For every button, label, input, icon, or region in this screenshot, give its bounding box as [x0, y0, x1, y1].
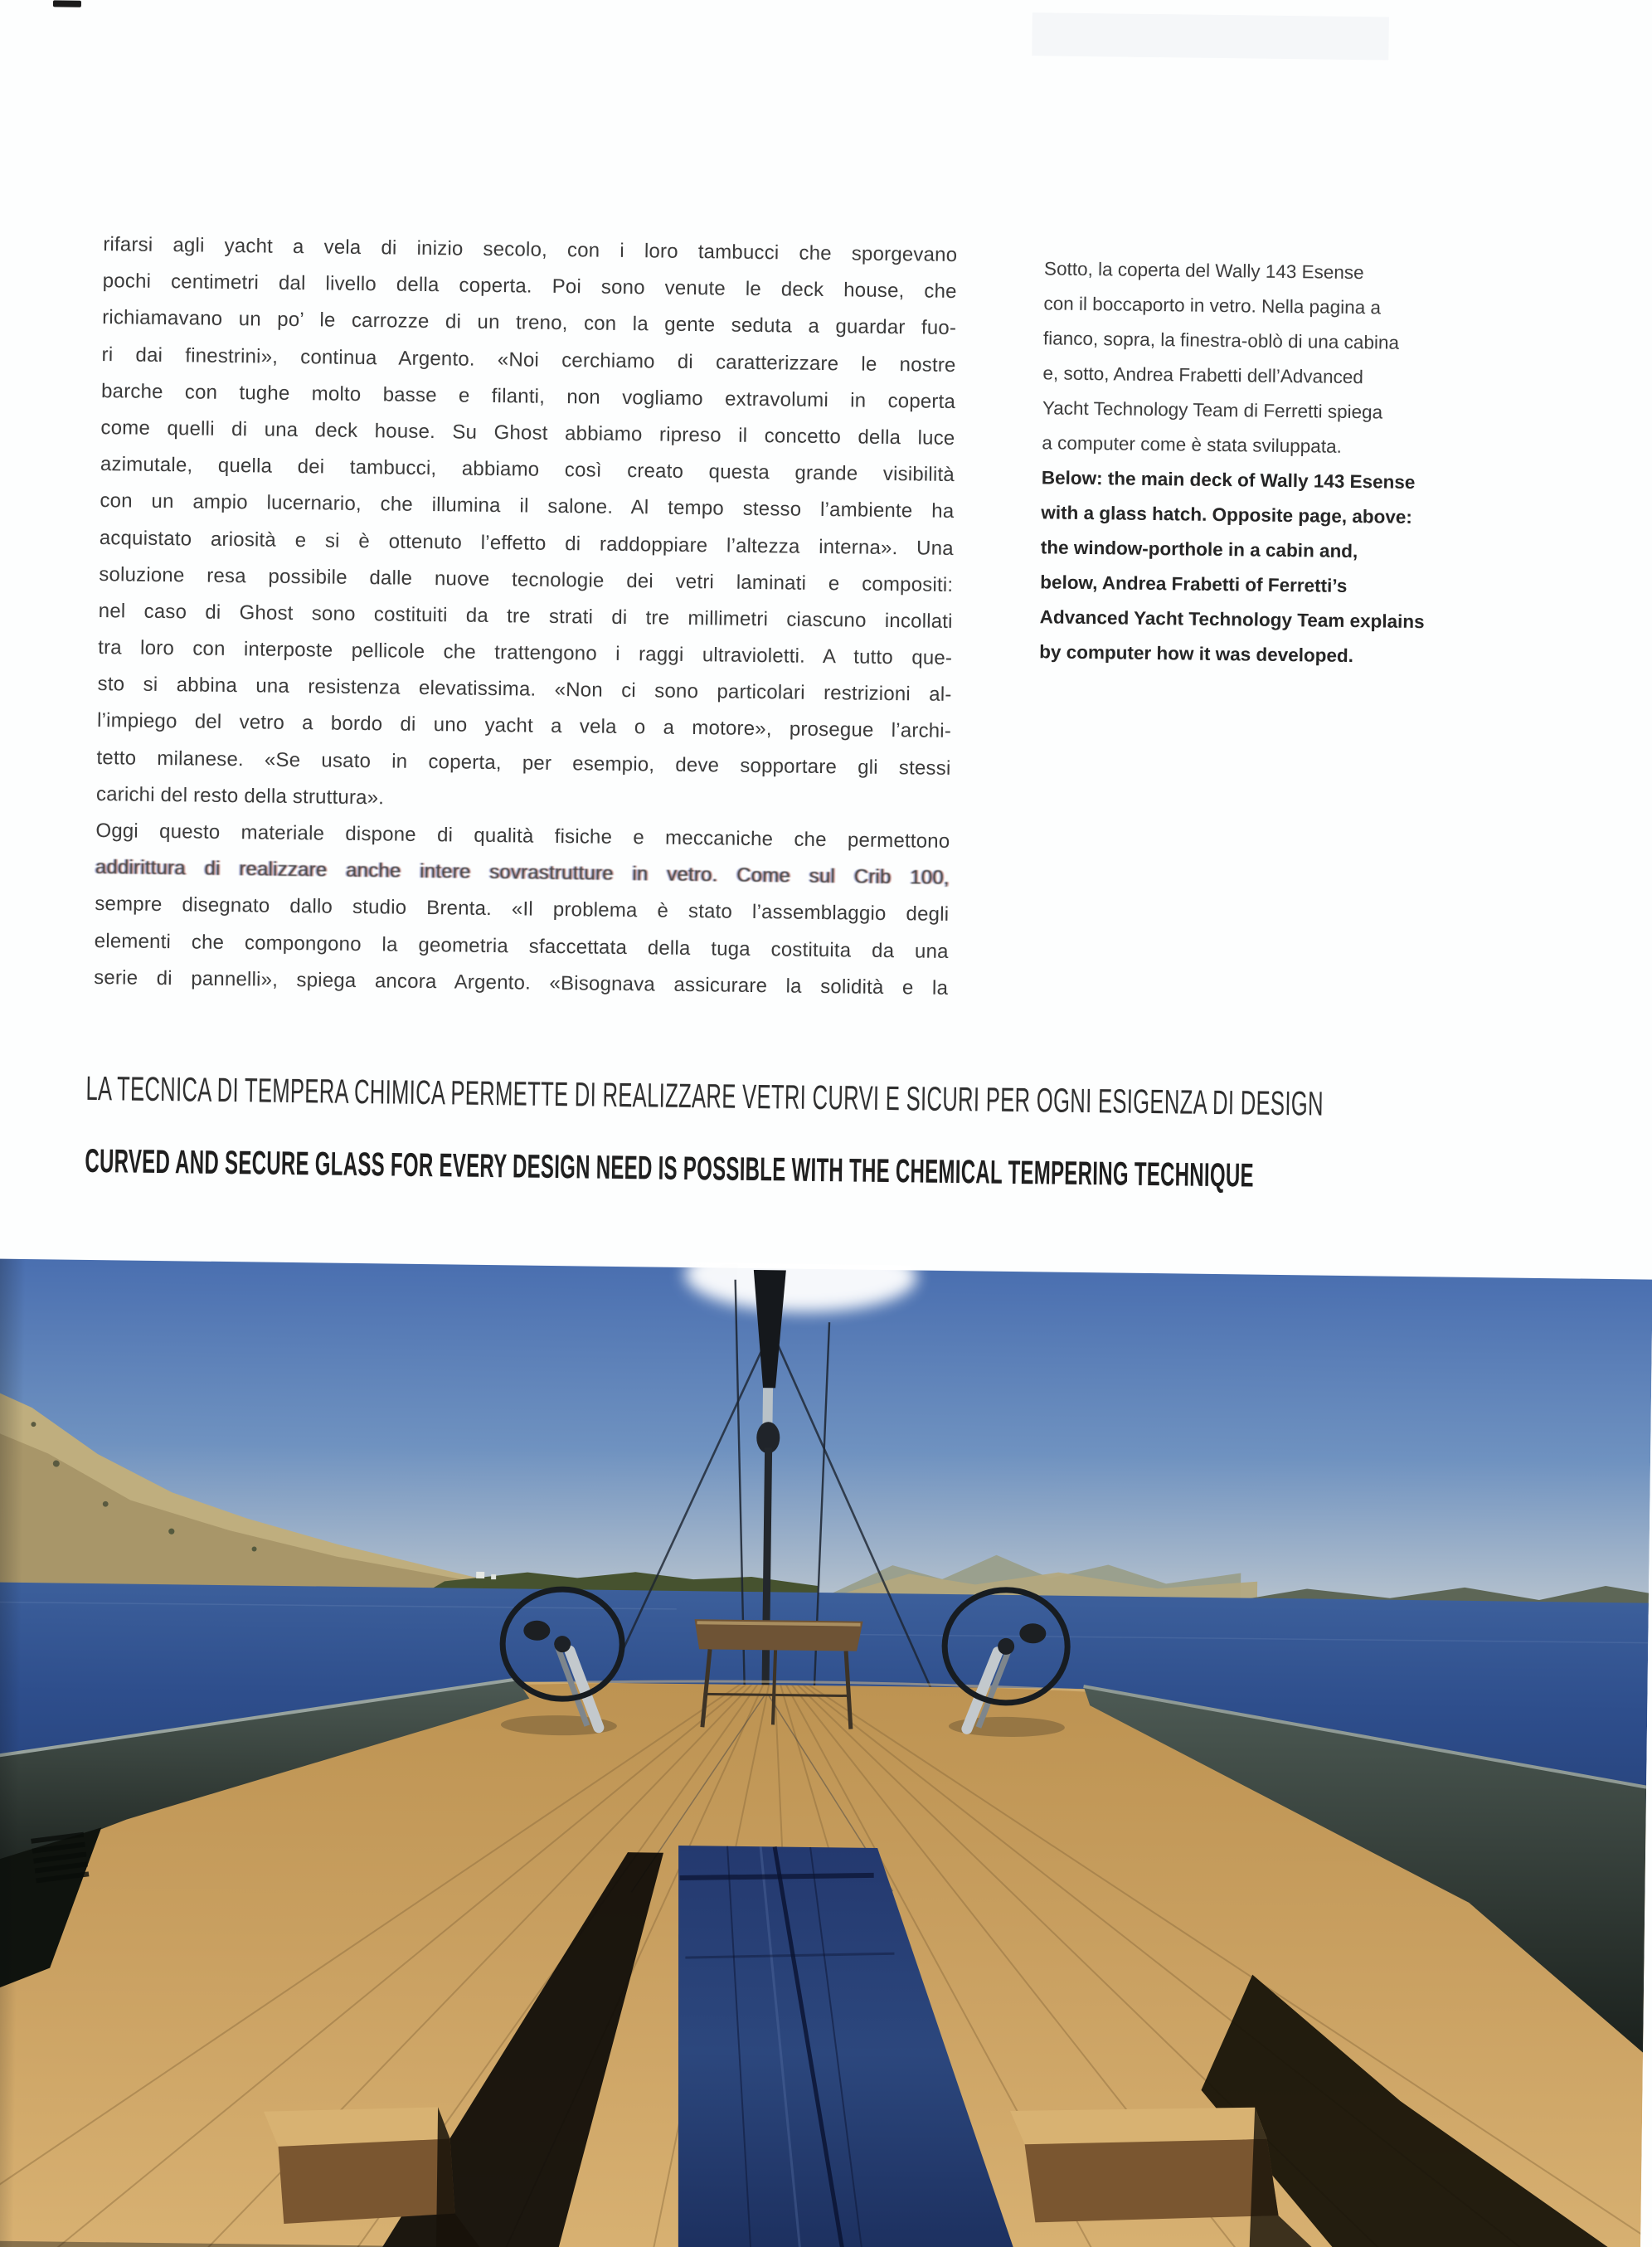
- caption-line-italian: Yacht Technology Team di Ferretti spiega: [1042, 397, 1383, 423]
- caption-line-italian: a computer come è stata sviluppata.: [1042, 432, 1342, 457]
- article-line: come quelli di una deck house. Su Ghost abbiamo ripreso il concetto della luce: [100, 416, 955, 450]
- caption-line-english: Advanced Yacht Technology Team explains: [1039, 606, 1425, 633]
- headline-english: CURVED AND SECURE GLASS FOR EVERY DESIGN NEED IS POSSIBLE WITH THE CHEMICAL TEMPERING TECHNIQUE: [85, 1142, 1255, 1194]
- caption-line-english: below, Andrea Frabetti of Ferretti’s: [1040, 571, 1348, 596]
- scan-artifact: [1032, 12, 1389, 60]
- article-line: sto si abbina una resistenza elevatissima. «Non ci sono particolari restrizioni al-: [97, 673, 952, 707]
- article-line: azimutale, quella dei tambucci, abbiamo così creato questa grande visibilità: [100, 453, 955, 487]
- article-line: tra loro con interposte pellicole che trattengono i raggi ultravioletti. A tutto que-: [98, 636, 953, 670]
- caption-line-english: with a glass hatch. Opposite page, above:: [1041, 502, 1413, 528]
- article-line: rifarsi agli yacht a vela di inizio secolo, con i loro tambucci che sporgevano: [103, 233, 958, 267]
- article-line: soluzione resa possibile dalle nuove tecnologie dei vetri laminati e compositi:: [99, 562, 954, 596]
- article-line: barche con tughe molto basse e filanti, non vogliamo extravolumi in coperta: [100, 379, 956, 413]
- article-line: sempre disegnato dallo studio Brenta. «Il problema è stato l’assemblaggio degli: [95, 892, 950, 927]
- article-line-misprinted: addirittura di realizzare anche intere sovrastrutture in vetro. Come sul Crib 100,: [95, 856, 950, 890]
- article-line: l’impiego del vetro a bordo di uno yacht a vela o a motore», prosegue l’archi-: [96, 709, 952, 743]
- caption-line-english: Below: the main deck of Wally 143 Esense: [1041, 467, 1416, 493]
- caption-line-italian: Sotto, la coperta del Wally 143 Esense: [1043, 258, 1364, 284]
- headline-italian: LA TECNICA DI TEMPERA CHIMICA PERMETTE DI REALIZZARE VETRI CURVI E SICURI PER OGNI ESIGENZA DI DESIGN: [85, 1068, 1324, 1123]
- article-line: tetto milanese. «Se usato in coperta, per esempio, deve sopportare gli stessi: [96, 746, 951, 780]
- caption-line-english: by computer how it was developed.: [1039, 641, 1354, 667]
- caption-line-english: the window-porthole in a cabin and,: [1040, 537, 1358, 562]
- caption-line-italian: fianco, sopra, la finestra-oblò di una cabina: [1042, 328, 1400, 353]
- article-body: [94, 226, 958, 1007]
- article-line: ri dai finestrini», continua Argento. «Noi cerchiamo di caratterizzare le nostre: [101, 343, 956, 377]
- yacht-deck-photo: [0, 1253, 1652, 2247]
- article-line: Oggi questo materiale dispone di qualità fisiche e meccaniche che permettono: [95, 820, 950, 853]
- article-line: con un ampio lucernario, che illumina il salone. Al tempo stesso l’ambiente ha: [100, 489, 955, 523]
- article-line: elementi che compongono la geometria sfaccettata della tuga costituita da una: [94, 929, 949, 963]
- scan-smudge: [53, 0, 81, 7]
- caption-line-italian: e, sotto, Andrea Frabetti dell’Advanced: [1042, 362, 1364, 388]
- article-line: carichi del resto della struttura».: [95, 782, 385, 810]
- article-line: pochi centimetri dal livello della coperta. Poi sono venute le deck house, che: [102, 270, 957, 304]
- photo-caption: [1039, 251, 1496, 675]
- article-line: serie di pannelli», spiega ancora Argento. «Bisognava assicurare la solidità e la: [94, 965, 949, 999]
- caption-line-italian: con il boccaporto in vetro. Nella pagina a: [1043, 293, 1382, 319]
- article-line: acquistato ariosità e si è ottenuto l’effetto di raddoppiare l’altezza interna». Una: [99, 526, 954, 560]
- article-line: richiamavano un po’ le carrozze di un treno, con la gente seduta a guardar fuo-: [102, 306, 957, 340]
- article-line: nel caso di Ghost sono costituiti da tre strati di tre millimetri ciascuno incollati: [98, 599, 953, 633]
